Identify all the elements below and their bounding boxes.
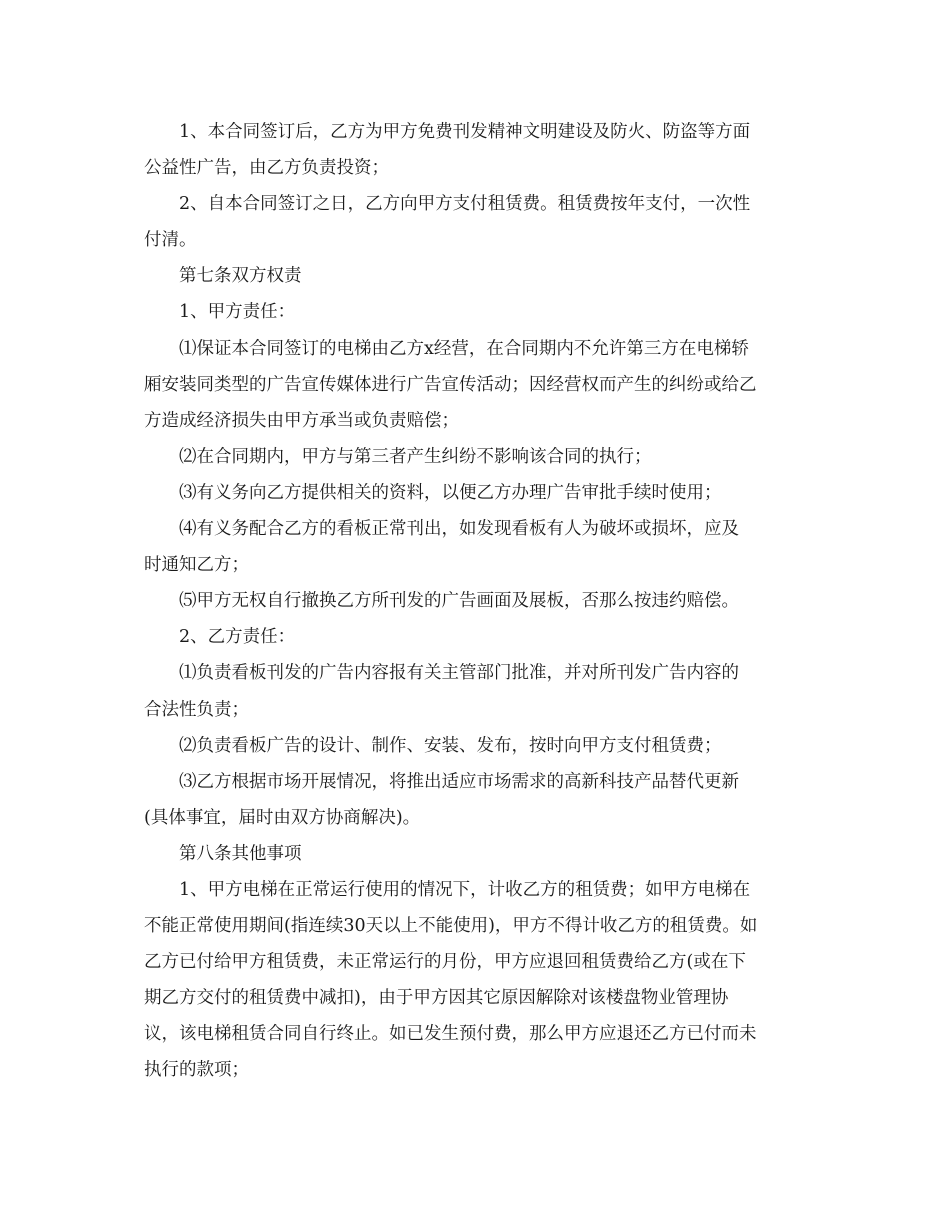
document-body [144, 114, 814, 1089]
paragraph-line: 1、本合同签订后，乙方为甲方免费刊发精神文明建设及防火、防盗等方面 [179, 122, 751, 142]
paragraph-line: 时通知乙方； [144, 555, 249, 576]
paragraph-line: ⑵在合同期内，甲方与第三者产生纠纷不影响该合同的执行； [179, 446, 652, 467]
paragraph-line: 方造成经济损失由甲方承当或负责赔偿； [144, 410, 459, 431]
subsection-heading: 1、甲方责任： [179, 302, 296, 323]
paragraph-line: 乙方已付给甲方租赁费，未正常运行的月份，甲方应退回租赁费给乙方(或在下 [144, 952, 746, 973]
paragraph-line: ⑷有义务配合乙方的看板正常刊出，如发现看板有人为破坏或损坏，应及 [179, 519, 739, 540]
paragraph-line: 付清。 [144, 230, 197, 251]
subsection-heading: 2、乙方责任： [179, 627, 296, 648]
section-heading: 第八条其他事项 [179, 843, 302, 864]
paragraph-line: 不能正常使用期间(指连续30天以上不能使用)，甲方不得计收乙方的租赁费。如 [144, 916, 758, 937]
paragraph-line: ⑴负责看板刊发的广告内容报有关主管部门批准，并对所刊发广告内容的 [179, 663, 739, 684]
paragraph-line: (具体事宜，届时由双方协商解决)。 [144, 807, 421, 828]
paragraph-line: 厢安装同类型的广告宣传媒体进行广告宣传活动；因经营权而产生的纠纷或给乙 [144, 374, 757, 395]
paragraph-line: ⑴保证本合同签订的电梯由乙方x经营，在合同期内不允许第三方在电梯轿 [179, 338, 749, 359]
paragraph-line: 期乙方交付的租赁费中减扣)，由于甲方因其它原因解除对该楼盘物业管理协 [144, 988, 729, 1009]
paragraph-line: 2、自本合同签订之日，乙方向甲方支付租赁费。租赁费按年支付，一次性 [179, 194, 751, 215]
paragraph-line: 合法性负责； [144, 699, 249, 720]
paragraph-line: ⑶乙方根据市场开展情况，将推出适应市场需求的高新科技产品替代更新 [179, 771, 739, 792]
section-heading: 第七条双方权责 [179, 266, 302, 287]
paragraph-line: 执行的款项； [144, 1060, 249, 1081]
paragraph-line: 1、甲方电梯在正常运行使用的情况下，计收乙方的租赁费；如甲方电梯在 [179, 879, 751, 900]
paragraph-line: ⑶有义务向乙方提供相关的资料，以便乙方办理广告审批手续时使用； [179, 482, 722, 503]
paragraph-line: 公益性广告，由乙方负责投资； [144, 158, 389, 179]
paragraph-line: 议，该电梯租赁合同自行终止。如已发生预付费，那么甲方应退还乙方已付而未 [144, 1024, 757, 1045]
paragraph-line: ⑵负责看板广告的设计、制作、安装、发布，按时向甲方支付租赁费； [179, 735, 722, 756]
paragraph-line: ⑸甲方无权自行撤换乙方所刊发的广告画面及展板，否那么按违约赔偿。 [179, 591, 739, 612]
